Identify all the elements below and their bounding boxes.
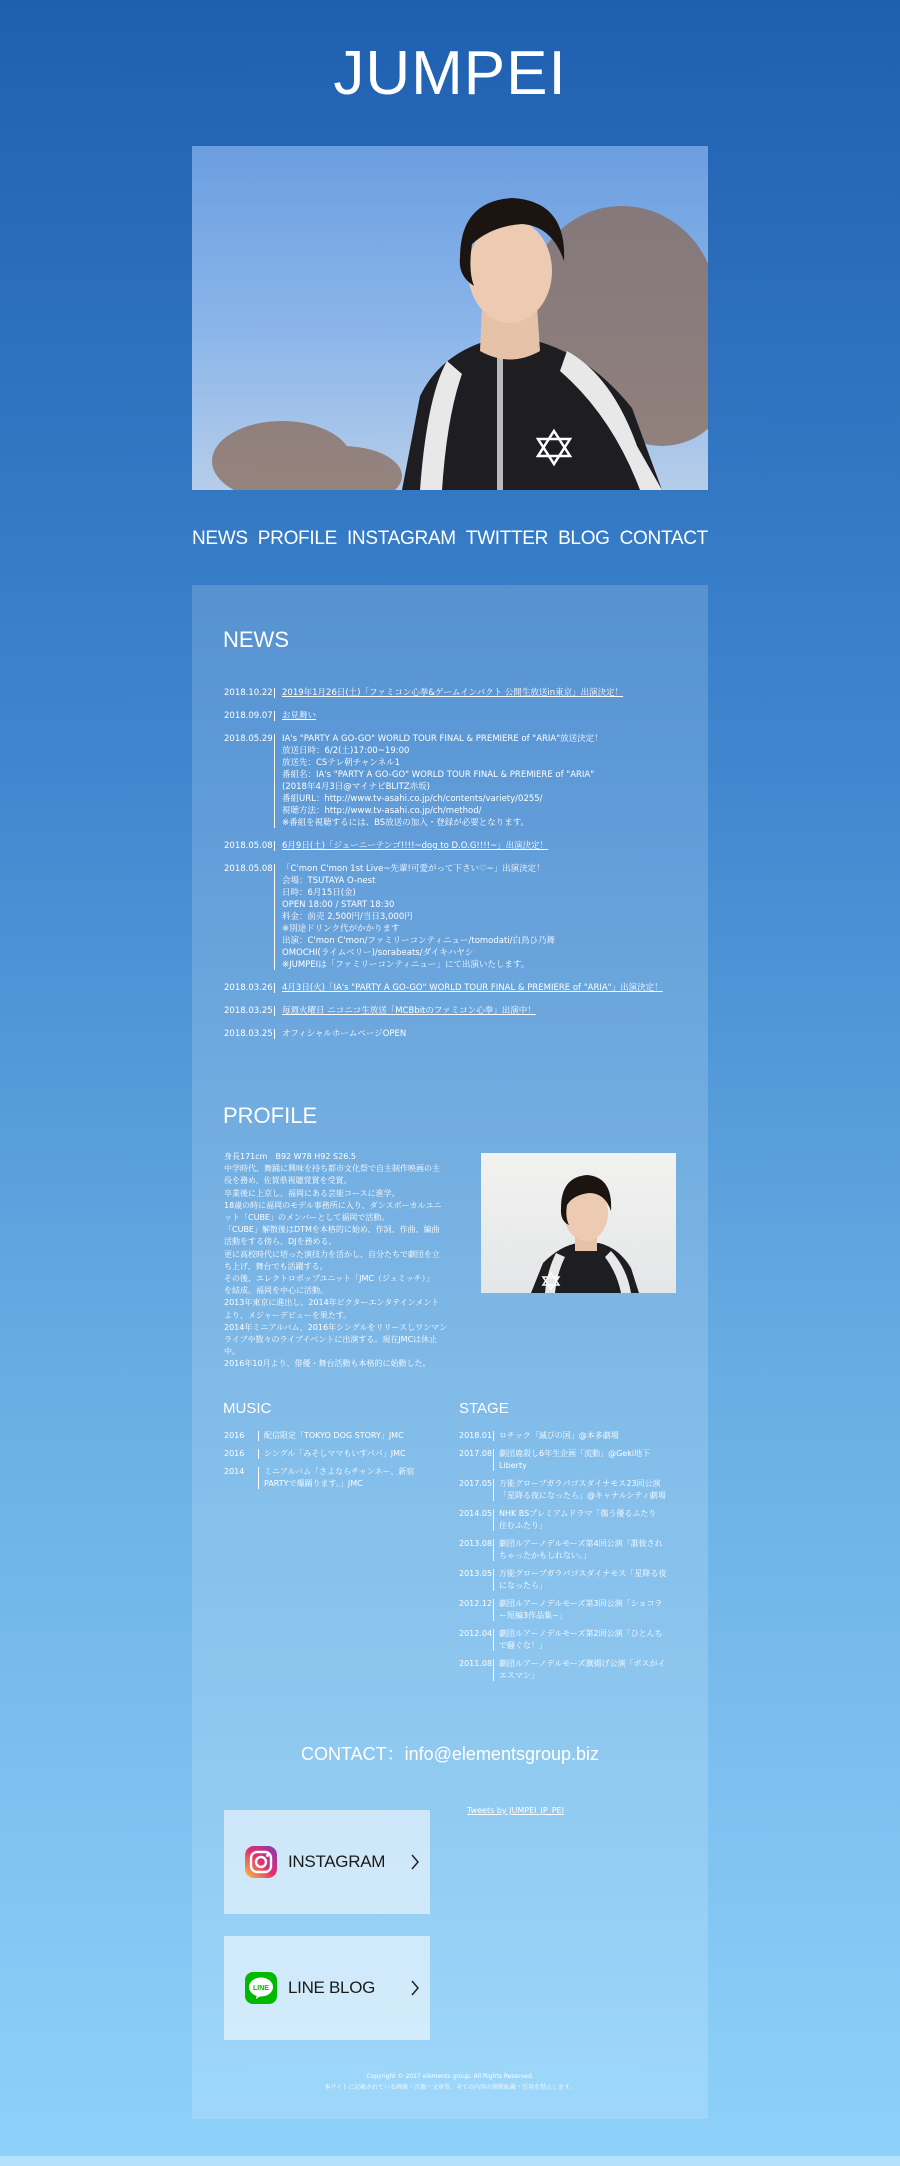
news-date: 2018.09.07 bbox=[224, 711, 273, 721]
stage-divider bbox=[493, 1449, 494, 1471]
stage-item bbox=[459, 1538, 669, 1562]
nav-profile[interactable]: PROFILE bbox=[257, 528, 337, 549]
news-line: OMOCHI(ライムベリー)/sorabeats/ダイキハヤシ bbox=[282, 948, 474, 958]
news-link[interactable]: 4月3日(火)「IA's "PARTY A GO-GO" WORLD TOUR FINAL & PREMIERE of "ARIA"」出演決定！ bbox=[282, 983, 663, 993]
stage-divider bbox=[493, 1479, 494, 1501]
stage-date: 2017.05 bbox=[459, 1479, 493, 1488]
news-line: ※JUMPEIは「ファミリーコンティニュー」にて出演いたします。 bbox=[282, 960, 530, 970]
news-line: 料金：前売 2,500円/当日3,000円 bbox=[282, 912, 413, 922]
news-date: 2018.03.25 bbox=[224, 1029, 273, 1039]
news-divider bbox=[274, 983, 275, 993]
site-logo[interactable]: JUMPEI bbox=[333, 39, 567, 108]
profile-text bbox=[224, 1151, 452, 1371]
stage-divider bbox=[493, 1569, 494, 1591]
profile-line: 更に高校時代に培った演技力を活かし、自分たちで劇団を立 bbox=[224, 1249, 440, 1259]
profile-title: PROFILE bbox=[223, 1103, 318, 1128]
line-blog-button[interactable] bbox=[224, 1936, 430, 2040]
stage-text: 劇団ルアーノデルモーズ第3回公演「ショコラー短編3作品集~」 bbox=[499, 1599, 663, 1620]
news-link[interactable]: 2019年1月26日(土)「ファミコン心拳&ゲームインパクト 公開生放送in東京」出演決定！ bbox=[282, 688, 624, 698]
instagram-label: INSTAGRAM bbox=[288, 1852, 386, 1871]
news-body bbox=[282, 982, 684, 994]
stage-item bbox=[459, 1568, 669, 1592]
news-line: 番組URL：http://www.tv-asahi.co.jp/ch/contents/variety/0255/ bbox=[282, 794, 543, 804]
news-line: オフィシャルホームページOPEN bbox=[282, 1029, 407, 1039]
stage-item bbox=[459, 1628, 669, 1652]
news-line: 出演：C'mon C'mon/ファミリーコンティニュー/tomodati/白鳥ひ乃舞 bbox=[282, 936, 556, 946]
profile-line: 「CUBE」解散後はDTMを本格的に始め、作詞、作曲、編曲 bbox=[224, 1225, 440, 1235]
news-item bbox=[224, 1028, 684, 1040]
music-date: 2014 bbox=[224, 1467, 245, 1476]
profile-line: 活動をする傍ら、DJを務める。 bbox=[224, 1237, 337, 1247]
instagram-icon bbox=[244, 1845, 278, 1879]
news-divider bbox=[274, 734, 275, 828]
stage-text: ロチック「滅びの国」@本多劇場 bbox=[499, 1431, 619, 1440]
stage-text: 劇団ルアーノデルモーズ旗揚げ公演「ボスがイエスマン」 bbox=[499, 1659, 666, 1680]
stage-divider bbox=[493, 1431, 494, 1441]
music-divider bbox=[258, 1449, 259, 1459]
profile-line: 2016年10月より、俳優・舞台活動も本格的に始動した。 bbox=[224, 1359, 431, 1369]
profile-photo bbox=[481, 1153, 676, 1293]
news-body bbox=[282, 1005, 684, 1017]
stage-text: 劇団鹿殺し6年生企画「流動」@Geki地下Liberty bbox=[499, 1449, 651, 1470]
news-line: IA's "PARTY A GO-GO" WORLD TOUR FINAL & PREMIERE of "ARIA"放送決定！ bbox=[282, 734, 603, 744]
stage-item bbox=[459, 1658, 669, 1682]
news-line: ※別途ドリンク代がかかります bbox=[282, 924, 400, 934]
news-divider bbox=[274, 864, 275, 970]
profile-line: 役を務め、佐賀県視聴覚賞を受賞。 bbox=[224, 1176, 352, 1186]
news-link[interactable]: お見舞い bbox=[282, 711, 317, 721]
news-item bbox=[224, 687, 684, 699]
news-body bbox=[282, 733, 684, 829]
stage-date: 2013.05 bbox=[459, 1569, 493, 1578]
news-item bbox=[224, 840, 684, 852]
stage-text: 劇団ルアーノデルモーズ第4回公演「誰彼されちゃったかもしれない。」 bbox=[499, 1539, 663, 1560]
news-divider bbox=[274, 1006, 275, 1016]
news-line: ※番組を視聴するには、BS放送の加入・登録が必要となります。 bbox=[282, 818, 530, 828]
music-item bbox=[224, 1430, 429, 1442]
contact-email[interactable]: CONTACT：info@elementsgroup.biz bbox=[300, 1744, 600, 1764]
news-body bbox=[282, 863, 684, 971]
profile-line: を結成。福岡を中心に活動。 bbox=[224, 1286, 328, 1296]
news-divider bbox=[274, 841, 275, 851]
music-divider bbox=[258, 1431, 259, 1441]
news-line: 会場：TSUTAYA O-nest bbox=[282, 876, 376, 886]
stage-divider bbox=[493, 1539, 494, 1561]
content-panel bbox=[192, 585, 708, 2119]
profile-line: 2014年ミニアルバム、2016年シングルをリリースしワンマン bbox=[224, 1322, 448, 1332]
news-item bbox=[224, 863, 684, 971]
hero-photo-illustration bbox=[192, 146, 708, 490]
news-divider bbox=[274, 711, 275, 721]
stage-date: 2017.08 bbox=[459, 1449, 493, 1458]
news-line: 日時：6月15日(金) bbox=[282, 888, 356, 898]
profile-line: 18歳の時に福岡のモデル事務所に入り、ダンスボーカルユニ bbox=[224, 1200, 442, 1210]
news-date: 2018.03.26 bbox=[224, 983, 273, 993]
profile-photo-illustration bbox=[481, 1153, 676, 1293]
news-body bbox=[282, 840, 684, 852]
news-line: 番組名：IA's "PARTY A GO-GO" WORLD TOUR FINAL & PREMIERE of "ARIA" bbox=[282, 770, 595, 780]
music-date: 2016 bbox=[224, 1449, 245, 1458]
news-item bbox=[224, 1005, 684, 1017]
footer-copyright: Copyright © 2017 elements group. All Rights Reserved. bbox=[366, 2073, 534, 2080]
news-date: 2018.05.08 bbox=[224, 864, 273, 874]
profile-line: 卒業後に上京し、福岡にある芸能コースに進学。 bbox=[224, 1188, 400, 1198]
stage-item bbox=[459, 1508, 669, 1532]
main-nav bbox=[192, 524, 708, 554]
music-date: 2016 bbox=[224, 1431, 245, 1440]
profile-line: より、メジャーデビューを果たす。 bbox=[224, 1310, 352, 1320]
news-link[interactable]: 6月9日(土)「ジューニーテンゴ!!!!~dog to D.O.G!!!!~」出演決定！ bbox=[282, 841, 549, 851]
news-link[interactable]: 毎週火曜日 ニコニコ生放送「MCBbitのファミコン心拳」出演中！ bbox=[282, 1006, 536, 1016]
stage-divider bbox=[493, 1659, 494, 1681]
nav-contact[interactable]: CONTACT bbox=[619, 528, 708, 549]
news-item bbox=[224, 982, 684, 994]
news-body bbox=[282, 687, 684, 699]
profile-line: ライブや数々のライブイベントに出演する。現在JMCは休止 bbox=[224, 1335, 438, 1345]
news-line: 視聴方法：http://www.tv-asahi.co.jp/ch/method/ bbox=[282, 806, 482, 816]
stage-date: 2014.05 bbox=[459, 1509, 493, 1518]
music-title: MUSIC bbox=[223, 1400, 272, 1417]
twitter-timeline-link[interactable]: Tweets by JUMPEI_JP_PEI bbox=[467, 1806, 564, 1815]
news-date: 2018.03.25 bbox=[224, 1006, 273, 1016]
music-text: シングル「みそしママもいすパパ」JMC bbox=[264, 1449, 406, 1458]
music-text: 配信限定「TOKYO DOG STORY」JMC bbox=[264, 1431, 404, 1440]
news-date: 2018.05.08 bbox=[224, 841, 273, 851]
profile-line: 身長171cm B92 W78 H92 S26.5 bbox=[224, 1152, 356, 1161]
profile-line: ット「CUBE」のメンバーとして福岡で活動。 bbox=[224, 1213, 390, 1223]
news-title: NEWS bbox=[223, 627, 289, 652]
news-body bbox=[282, 1028, 684, 1040]
news-item bbox=[224, 710, 684, 722]
stage-text: 万能グローブガラパゴスダイナモス23回公演「星降る夜になったら」@キャナルシティ劇場 bbox=[499, 1479, 666, 1500]
nav-news[interactable]: NEWS bbox=[192, 528, 248, 549]
music-list bbox=[224, 1430, 429, 1496]
stage-divider bbox=[493, 1629, 494, 1651]
stage-item bbox=[459, 1478, 669, 1502]
news-line: 「C'mon C'mon 1st Live~先輩!可愛がって下さい♡~」出演決定！ bbox=[282, 864, 545, 874]
news-line: OPEN 18:00 / START 18:30 bbox=[282, 900, 395, 910]
profile-line: ち上げ、舞台でも活躍する。 bbox=[224, 1261, 328, 1271]
stage-title: STAGE bbox=[459, 1400, 509, 1417]
news-divider bbox=[274, 1029, 275, 1039]
profile-line: 中学時代、舞踊に興味を持ち都市文化祭で自主制作映画の主 bbox=[224, 1164, 440, 1174]
chevron-right-icon bbox=[400, 1979, 430, 1997]
profile-line: 中。 bbox=[224, 1347, 240, 1357]
stage-item bbox=[459, 1430, 669, 1442]
line-blog-label: LINE BLOG bbox=[288, 1978, 376, 1997]
music-item bbox=[224, 1448, 429, 1460]
news-item bbox=[224, 733, 684, 829]
music-text: ミニアルバム「さよならチャンネー、新宿PARTYで爆踊ります。」JMC bbox=[264, 1467, 415, 1488]
news-line: 放送先：CSテレ朝チャンネル1 bbox=[282, 758, 401, 768]
news-divider bbox=[274, 688, 275, 698]
news-line: (2018年4月3日@マイナビBLITZ赤坂) bbox=[282, 782, 430, 792]
stage-divider bbox=[493, 1599, 494, 1621]
stage-list bbox=[459, 1430, 669, 1688]
stage-date: 2013.08 bbox=[459, 1539, 493, 1548]
hero-photo bbox=[192, 146, 708, 490]
stage-item bbox=[459, 1448, 669, 1472]
news-list bbox=[224, 687, 684, 1051]
chevron-right-icon bbox=[400, 1853, 430, 1871]
music-item bbox=[224, 1466, 429, 1490]
instagram-button[interactable] bbox=[224, 1810, 430, 1914]
stage-divider bbox=[493, 1509, 494, 1531]
news-body bbox=[282, 710, 684, 722]
stage-date: 2011.08 bbox=[459, 1659, 493, 1668]
line-icon-text: LINE bbox=[253, 1985, 269, 1992]
profile-line: 2013年東京に進出し、2014年ビクターエンタテインメント bbox=[224, 1298, 440, 1308]
news-date: 2018.05.29 bbox=[224, 734, 273, 744]
nav-twitter[interactable]: TWITTER bbox=[465, 528, 549, 549]
news-line: 放送日時：6/2(土)17:00~19:00 bbox=[282, 746, 410, 756]
stage-text: 万能グローブガラパゴスダイナモス「星降る夜になったら」 bbox=[499, 1569, 667, 1590]
stage-text: 劇団ルアーノデルモーズ第2回公演「ひとんちで騒ぐな！」 bbox=[499, 1629, 663, 1650]
stage-date: 2012.12 bbox=[459, 1599, 493, 1608]
news-date: 2018.10.22 bbox=[224, 688, 273, 698]
bottom-strip bbox=[0, 2156, 900, 2166]
nav-blog[interactable]: BLOG bbox=[558, 528, 610, 549]
music-divider bbox=[258, 1467, 259, 1489]
profile-line: その後、エレクトロポップユニット「JMC（ジュミッチ）」 bbox=[224, 1274, 434, 1284]
stage-date: 2012.04 bbox=[459, 1629, 493, 1638]
stage-item bbox=[459, 1598, 669, 1622]
stage-date: 2018.01 bbox=[459, 1431, 493, 1440]
stage-text: NHK BSプレミアムドラマ「傷う優るふたり 住むふたり」 bbox=[499, 1509, 665, 1530]
line-icon bbox=[244, 1971, 278, 2005]
nav-instagram[interactable]: INSTAGRAM bbox=[346, 528, 456, 549]
footer-notice: 本サイトに記載されている画像・音源・文章等、全ての内容の無断転載・引用を禁止します。 bbox=[324, 2084, 576, 2091]
